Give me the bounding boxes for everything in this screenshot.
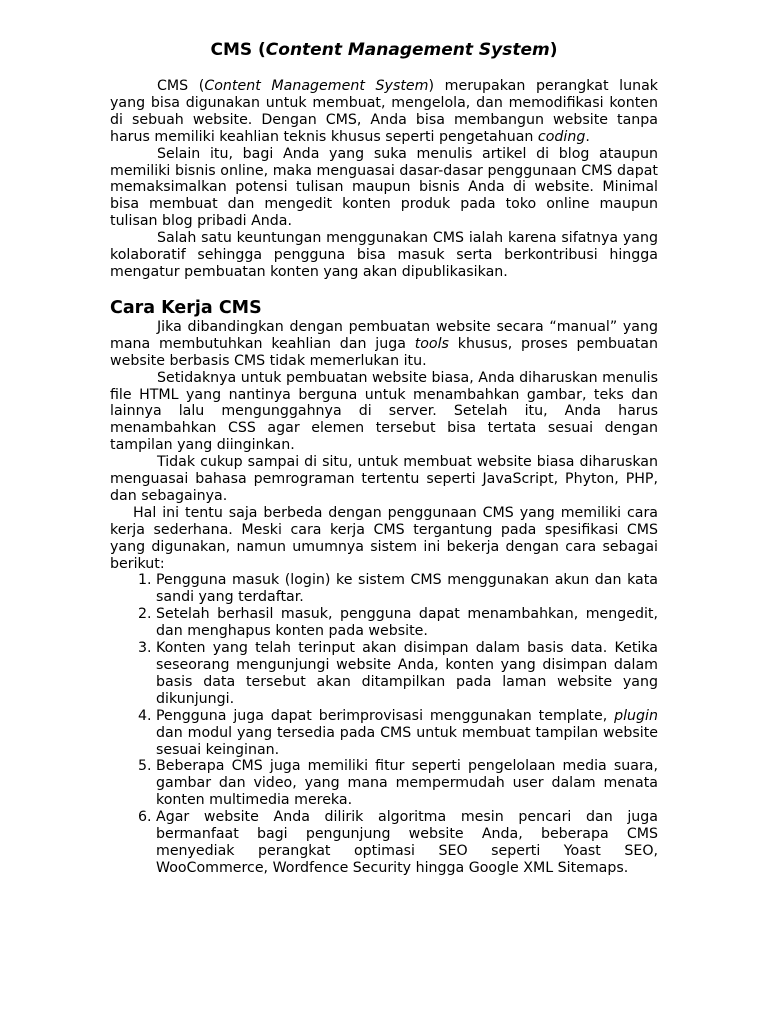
list-item: 4. Pengguna juga dapat berimprovisasi menggunakan template, plugin dan modul yang tersedia pada CMS untuk membuat tampilan website sesuai keinginan. xyxy=(156,708,658,759)
intro-paragraph-1: CMS (Content Management System) merupakan perangkat lunak yang bisa digunakan untuk membuat, mengelola, dan memodifikasi konten di sebuah website. Dengan CMS, Anda bisa membangun website tanpa harus memiliki keahlian teknis khusus seperti pengetahuan coding. xyxy=(110,78,658,145)
list-item: 3. Konten yang telah terinput akan disimpan dalam basis data. Ketika seseorang mengunjungi website Anda, konten yang disimpan dalam basis data tersebut akan ditampilkan pada laman website yang dikunjungi. xyxy=(156,640,658,708)
title-italic: Content Management System xyxy=(265,40,550,60)
list-item: 5. Beberapa CMS juga memiliki fitur seperti pengelolaan media suara, gambar dan video, yang mana mempermudah user dalam menata konten multimedia mereka. xyxy=(156,758,658,809)
page-title: CMS (Content Management System) xyxy=(210,40,558,60)
section-paragraph-2: Setidaknya untuk pembuatan website biasa, Anda diharuskan menulis file HTML yang nantinya berguna untuk menambahkan gambar, teks dan lainnya lalu mengunggahnya di server. Setelah itu, Anda harus menambahkan CSS agar elemen tersebut bisa tertata sesuai dengan tampilan yang diinginkan. xyxy=(110,369,658,454)
intro-paragraph-3: Salah satu keuntungan menggunakan CMS ialah karena sifatnya yang kolaboratif sehingga pengguna bisa masuk serta berkontribusi hingga mengatur pembuatan konten yang akan dipublikasikan. xyxy=(110,230,658,280)
section-paragraph-3: Tidak cukup sampai di situ, untuk membuat website biasa diharuskan menguasai bahasa pemrograman tertentu seperti JavaScript, Phyton, PHP, dan sebagainya. xyxy=(110,454,658,504)
section-paragraph-4: Hal ini tentu saja berbeda dengan penggunaan CMS yang memiliki cara kerja sederhana. Meski cara kerja CMS tergantung pada spesifikasi CMS yang digunakan, namun umumnya sistem ini bekerja dengan cara sebagai berikut: xyxy=(110,504,658,572)
document-page xyxy=(110,40,658,877)
steps-list xyxy=(110,572,658,876)
section-heading: Cara Kerja CMS xyxy=(110,297,262,318)
intro-paragraph-2: Selain itu, bagi Anda yang suka menulis artikel di blog ataupun memiliki bisnis online, maka menguasai dasar-dasar penggunaan CMS dapat memaksimalkan potensi tulisan maupun bisnis Anda di website. Minimal bisa membuat dan mengedit konten produk pada toko online maupun tulisan blog pribadi Anda. xyxy=(110,145,658,230)
list-item: 6. Agar website Anda dilirik algoritma mesin pencari dan juga bermanfaat bagi pengunjung website Anda, beberapa CMS menyediak perangkat optimasi SEO seperti Yoast SEO, WooCommerce, Wordfence Security hingga Google XML Sitemaps. xyxy=(156,809,658,877)
list-item: 1. Pengguna masuk (login) ke sistem CMS menggunakan akun dan kata sandi yang terdaftar. xyxy=(156,572,658,606)
section-paragraph-1: Jika dibandingkan dengan pembuatan website secara “manual” yang mana membutuhkan keahlian dan juga tools khusus, proses pembuatan website berbasis CMS tidak memerlukan itu. xyxy=(110,318,658,369)
list-item: 2. Setelah berhasil masuk, pengguna dapat menambahkan, mengedit, dan menghapus konten pada website. xyxy=(156,606,658,640)
